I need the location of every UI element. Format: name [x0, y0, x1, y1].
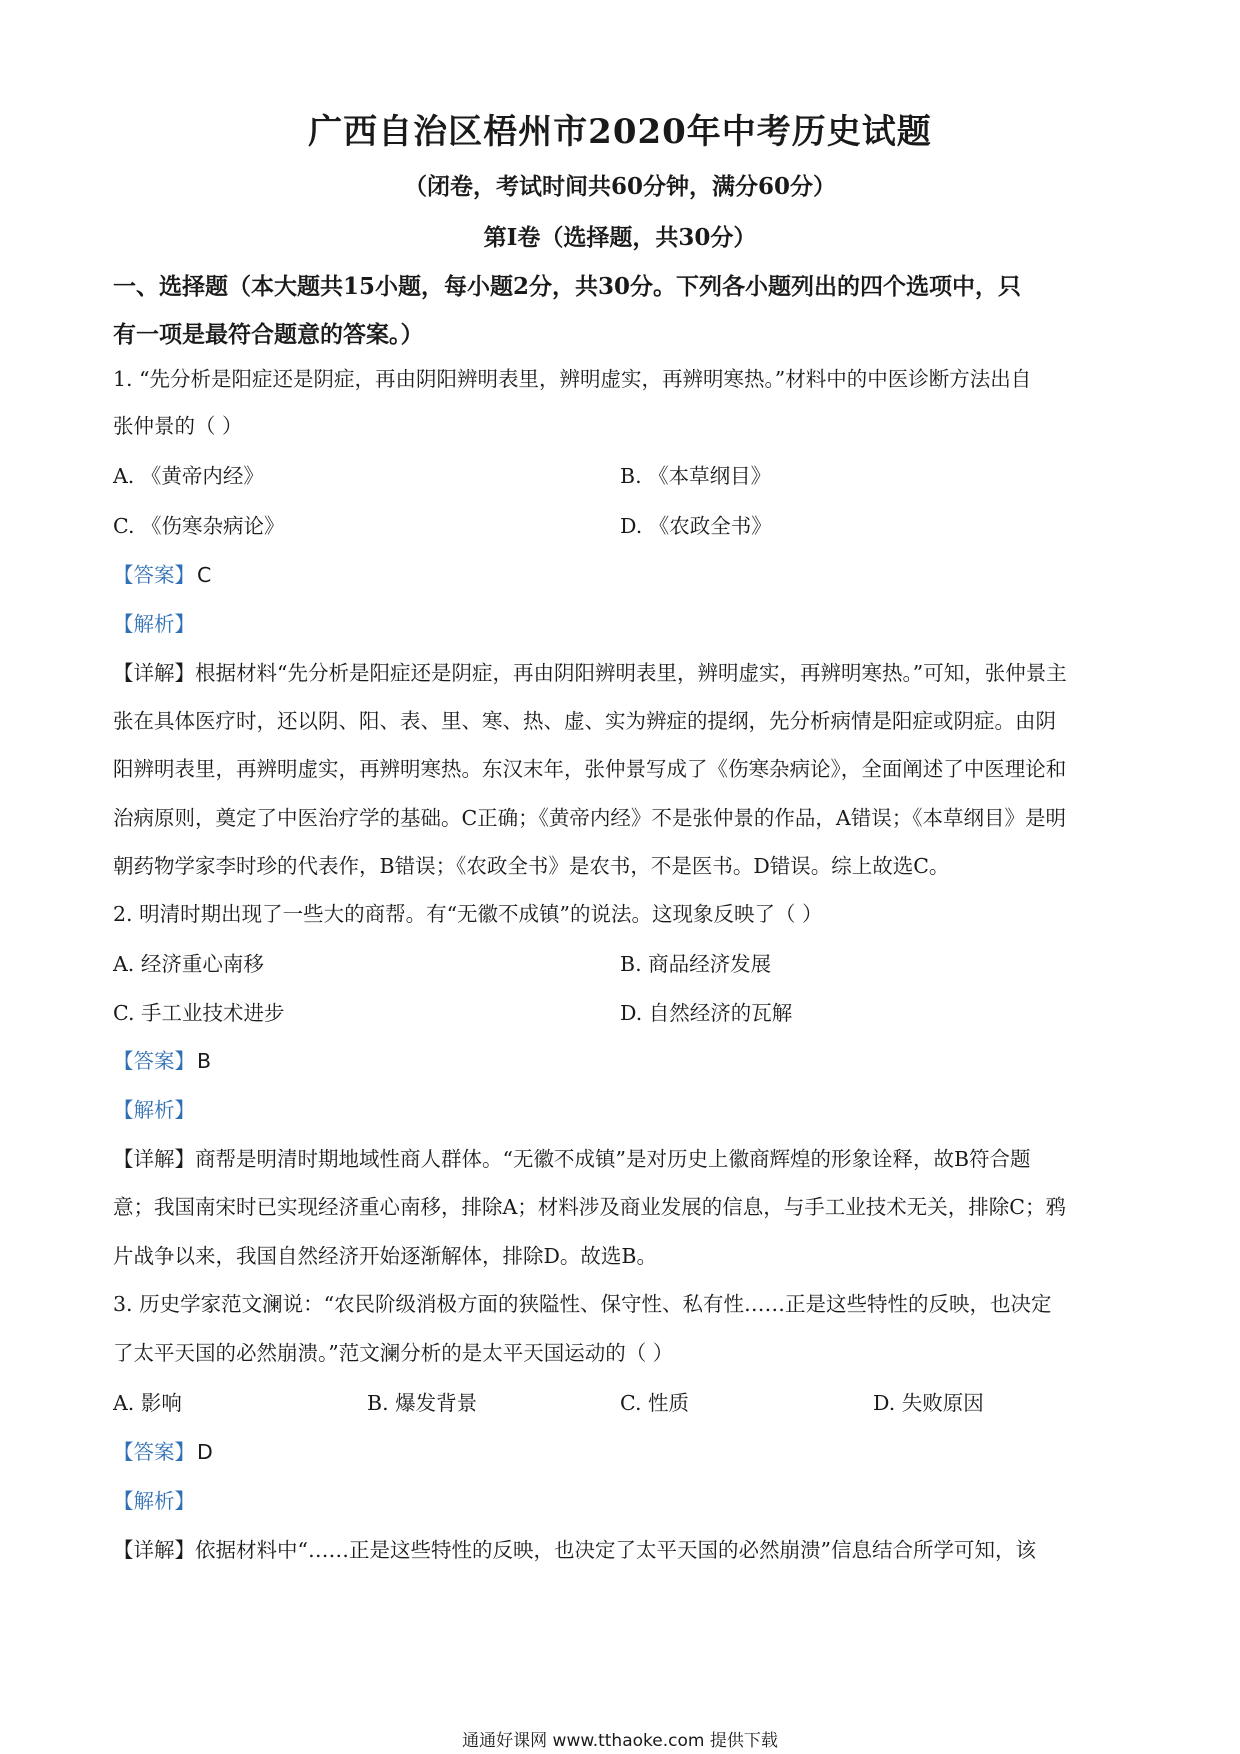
q1-detail-text-1: 根据材料“先分析是阳症还是阴症，再由阴阳辨明表里，辨明虚实，再辨明寒热。”可知，张仲景主: [195, 661, 1067, 685]
q2-answer: [113, 1046, 1133, 1076]
q3-option-c: C. 性质: [620, 1391, 689, 1415]
q3-option-d: D. 失败原因: [873, 1391, 984, 1415]
q1-stem-line-1: 1. “先分析是阳症还是阴症，再由阴阳辨明表里，辨明虚实，再辨明寒热。”材料中的中医诊断方法出自: [113, 367, 1032, 391]
section-line-1: 一、选择题（本大题共15小题，每小题2分，共30分。下列各小题列出的四个选项中，只: [113, 273, 1022, 300]
q2-detail-line-3: 片战争以来，我国自然经济开始逐渐解体，排除D。故选B。: [113, 1244, 657, 1268]
q1-stem-line-2: 张仲景的（ ）: [113, 414, 243, 438]
q2-detail-text-1: 商帮是明清时期地域性商人群体。“无徽不成镇”是对历史上徽商辉煌的形象诠释，故B符合题: [195, 1147, 1031, 1171]
q1-detail-line-1: [113, 658, 1133, 688]
analysis-label: 【解析】: [113, 1098, 195, 1122]
answer-label: 【答案】: [113, 1049, 195, 1073]
footer-watermark: 通通好课网 www.tthaoke.com 提供下载: [462, 1731, 778, 1751]
q2-stem-line-1: 2. 明清时期出现了一些大的商帮。有“无徽不成镇”的说法。这现象反映了（ ）: [113, 902, 823, 926]
q3-analysis: [113, 1486, 1133, 1516]
analysis-label: 【解析】: [113, 1489, 195, 1513]
q1-detail-line-5: 朝药物学家李时珍的代表作，B错误；《农政全书》是农书，不是医书。D错误。综上故选C。: [113, 854, 950, 878]
exam-subtitle: （闭卷，考试时间共60分钟，满分60分）: [403, 173, 836, 200]
q2-answer-value: B: [197, 1049, 212, 1073]
q3-detail-line-1: [113, 1535, 1133, 1565]
q3-option-b: B. 爆发背景: [367, 1391, 478, 1415]
detail-label: 【详解】: [113, 661, 195, 685]
section-instructions: [113, 263, 1133, 359]
answer-label: 【答案】: [113, 563, 195, 587]
part-title: 第Ⅰ卷（选择题，共30分）: [483, 224, 757, 251]
q3-answer: [113, 1437, 1133, 1467]
q3-option-a: A. 影响: [113, 1391, 182, 1415]
q2-option-d: D. 自然经济的瓦解: [620, 1001, 793, 1025]
analysis-label: 【解析】: [113, 612, 195, 636]
answer-label: 【答案】: [113, 1440, 195, 1464]
q1-analysis: [113, 609, 1133, 639]
q2-detail-line-2: 意；我国南宋时已实现经济重心南移，排除A；材料涉及商业发展的信息，与手工业技术无关，排除C；鸦: [113, 1195, 1066, 1219]
q3-stem-line-1: 3. 历史学家范文澜说：“农民阶级消极方面的狭隘性、保守性、私有性……正是这些特性的反映，也决定: [113, 1292, 1052, 1316]
q1-option-d: D. 《农政全书》: [620, 514, 772, 538]
q3-detail-text-1: 依据材料中“……正是这些特性的反映，也决定了太平天国的必然崩溃”信息结合所学可知，该: [195, 1538, 1036, 1562]
detail-label: 【详解】: [113, 1538, 195, 1562]
q2-option-b: B. 商品经济发展: [620, 952, 772, 976]
section-line-2: 有一项是最符合题意的答案。）: [113, 321, 424, 348]
q1-detail-line-2: 张在具体医疗时，还以阴、阳、表、里、寒、热、虚、实为辨症的提纲，先分析病情是阳症或阴症。由阴: [113, 709, 1056, 733]
q1-detail-line-4: 治病原则，奠定了中医治疗学的基础。C正确；《黄帝内经》不是张仲景的作品，A错误；《本草纲目》是明: [113, 806, 1066, 830]
q2-option-a: A. 经济重心南移: [113, 952, 264, 976]
q1-option-c: C. 《伤寒杂病论》: [113, 514, 285, 538]
q1-detail-line-3: 阳辨明表里，再辨明虚实，再辨明寒热。东汉末年，张仲景写成了《伤寒杂病论》，全面阐述了中医理论和: [113, 757, 1067, 781]
q1-option-a: A. 《黄帝内经》: [113, 464, 264, 488]
exam-title: 广西自治区梧州市2020年中考历史试题: [308, 112, 932, 152]
q1-option-b: B. 《本草纲目》: [620, 464, 772, 488]
q3-stem-line-2: 了太平天国的必然崩溃。”范文澜分析的是太平天国运动的（ ）: [113, 1341, 674, 1365]
detail-label: 【详解】: [113, 1147, 195, 1171]
q2-detail-line-1: [113, 1144, 1133, 1174]
q2-option-c: C. 手工业技术进步: [113, 1001, 285, 1025]
q3-answer-value: D: [197, 1440, 213, 1464]
q1-answer: [113, 560, 1133, 590]
q1-answer-value: C: [197, 563, 212, 587]
q2-analysis: [113, 1095, 1133, 1125]
